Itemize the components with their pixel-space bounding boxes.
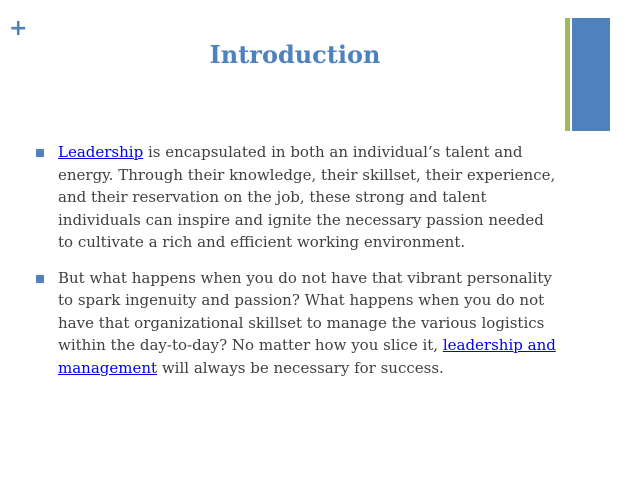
- bullet-list: [36, 141, 556, 392]
- accent-bar-blue: [572, 18, 610, 131]
- accent-bar-green: [565, 18, 570, 131]
- slide-title: Introduction: [209, 40, 381, 69]
- bullet-item-leadership: [36, 141, 556, 254]
- plus-icon: +: [9, 16, 28, 41]
- square-bullet-icon: [36, 149, 44, 157]
- leadership-and-management-link[interactable]: leadership and management: [58, 336, 556, 377]
- leadership-link[interactable]: Leadership: [58, 143, 144, 161]
- bullet-text: is encapsulated in both an individual’s talent and energy. Through their knowledge, their skillset, their experience, and their reservation on the job, these strong and talent individuals can inspire and ignite the necessary passion needed to cultivate a rich and efficient working environment.: [58, 143, 556, 251]
- square-bullet-icon: [36, 275, 44, 283]
- bullet-item-management: [36, 267, 556, 380]
- bullet-text-before: But what happens when you do not have that vibrant personality to spark ingenuity and passion? What happens when you do not have that organizational skillset to manage the various logistics within the day-to-day? No matter how you slice it,: [58, 268, 552, 354]
- bullet-text-after: will always be necessary for success.: [157, 358, 444, 377]
